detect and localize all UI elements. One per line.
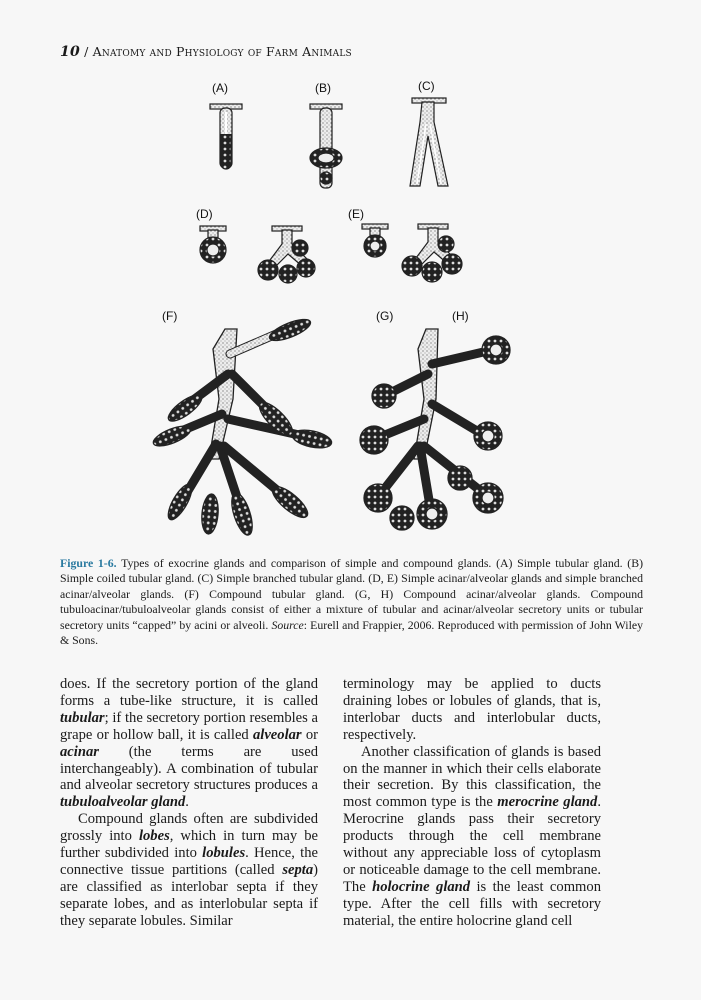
text-run: , which in turn may be further subdivided into <box>60 828 318 862</box>
paragraph: terminology may be applied to ducts draining lobes or lobules of glands, that is, interlobar ducts and interlobular ducts, respectively. <box>343 676 601 743</box>
body-column-left <box>60 676 318 930</box>
body-column-right <box>343 676 601 930</box>
caption-source-text: : Eurell and Frappier, 2006. Reproduced with permission of John Wiley & Sons. <box>60 617 643 648</box>
simple-alveolar-gland-drawing <box>362 224 388 257</box>
text-run: . Hence, the connective tissue partitions (called <box>60 845 318 878</box>
page-number: 10 <box>60 44 80 60</box>
text-run: . Merocrine glands pass their secretory products through the cell membrane without any appreciable loss of cytoplasm or noticeable damage to the cell membrane. The <box>343 794 601 895</box>
simple-branched-tubular-gland-drawing <box>410 98 448 186</box>
caption-source-label: Source <box>271 617 304 632</box>
text-run: Another classification of glands is based on the manner in which their cells elaborate their secretion. By this classification, the most common type is the <box>343 743 601 811</box>
panel-label-b: (B) <box>315 81 331 95</box>
compound-tubular-gland-drawing <box>151 315 333 537</box>
text-run: ; if the secretory portion resembles a grape or hollow ball, it is called <box>60 709 318 743</box>
term-septa: septa <box>282 861 314 878</box>
panel-label-g: (G) <box>376 309 394 323</box>
text-run: . <box>185 794 189 811</box>
text-run: is the least common type. After the cell fills with secretory material, the entire holocrine gland cell <box>343 878 601 929</box>
simple-tubular-gland-drawing <box>210 104 242 169</box>
paragraph <box>343 744 601 930</box>
figure-label: Figure 1-6. <box>60 556 117 570</box>
text-run: or <box>301 726 319 743</box>
simple-acinar-gland-drawing <box>200 226 226 263</box>
gland-figure <box>150 74 530 544</box>
paragraph <box>60 811 318 929</box>
text-run: Compound glands often are subdivided grossly into <box>60 811 318 845</box>
text-run: ) are classified as interlobar septa if they separate lobes, and as interlobular septa if they separate lobules. Similar <box>60 861 318 929</box>
text-run: (the terms are used interchangeably). A combination of tubular and alveolar secretory structures produces a <box>60 743 318 794</box>
simple-branched-acinar-gland-drawing <box>258 226 315 283</box>
term-acinar: acinar <box>60 743 99 760</box>
term-alveolar: alveolar <box>252 726 302 743</box>
header-separator: / <box>79 44 93 59</box>
term-holocrine-gland: holocrine gland <box>372 878 471 895</box>
compound-alveolar-gland-drawing <box>360 329 510 530</box>
term-merocrine-gland: merocrine gland <box>497 794 598 811</box>
simple-coiled-tubular-gland-drawing <box>310 104 342 188</box>
term-lobes: lobes <box>138 828 170 845</box>
panel-label-c: (C) <box>418 79 435 93</box>
running-title: Anatomy and Physiology of Farm Animals <box>92 44 352 59</box>
paragraph <box>60 676 318 811</box>
text-run: does. If the secretory portion of the gland forms a tube-like structure, it is called <box>60 676 318 709</box>
panel-label-a: (A) <box>212 81 228 95</box>
panel-label-h: (H) <box>452 309 469 323</box>
term-tubular: tubular <box>60 709 105 726</box>
panel-label-d: (D) <box>196 207 213 221</box>
caption-text: Types of exocrine glands and comparison of simple and compound glands. (A) Simple tubular gland. (B) Simple coiled tubular gland. (C) Simple branched tubular gland. (D, E) Simple acinar/alveolar glands and simple branched acinar/alveolar glands. (F) Compound tubular gland. (G, H) Compound acinar/alveolar glands. Compound tubuloacinar/tubuloalveolar glands consist of either a mixture of tubular and acinar/alveolar secretory units or tubular secretory units “capped” by acini or alveoli. <box>60 556 643 632</box>
term-lobules: lobules <box>202 845 246 862</box>
figure-caption <box>60 556 643 648</box>
simple-branched-alveolar-gland-drawing <box>402 224 462 282</box>
panel-label-e: (E) <box>348 207 364 221</box>
panel-label-f: (F) <box>162 309 178 323</box>
running-header <box>60 44 352 60</box>
gland-illustrations <box>150 74 530 544</box>
term-tubuloalveolar-gland: tubuloalveolar gland <box>60 794 186 811</box>
